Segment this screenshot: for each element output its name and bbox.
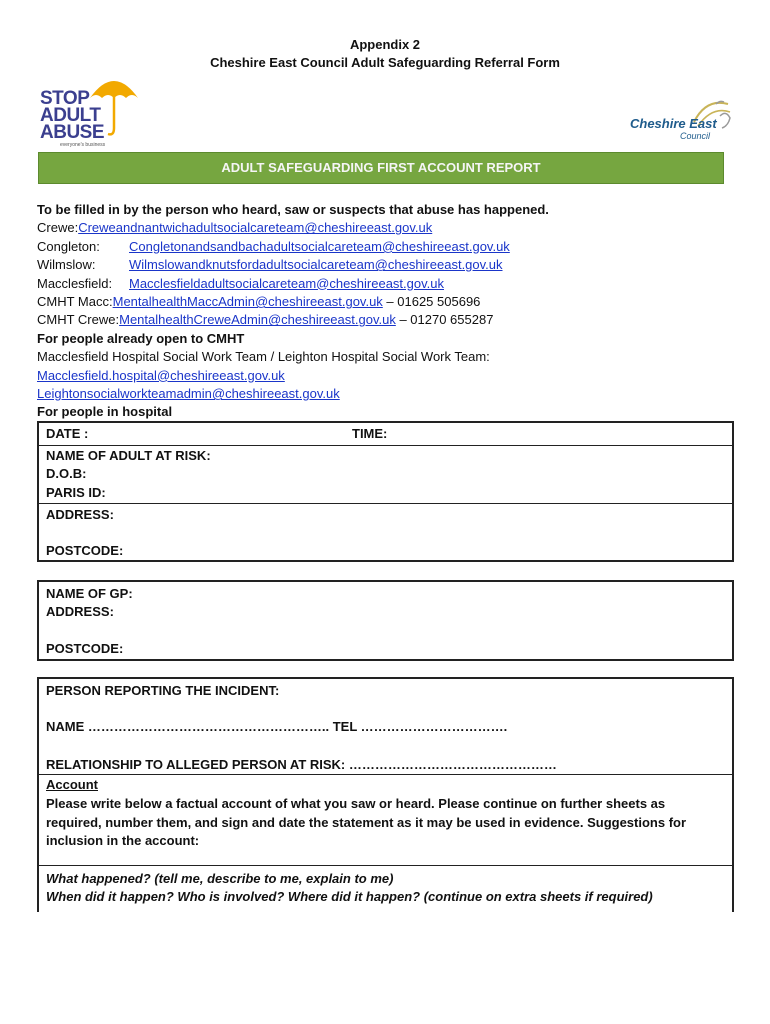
adult-details-box (37, 421, 734, 562)
logo-text (40, 90, 104, 141)
contact-cmht-macc (37, 293, 737, 311)
contact-phone: – 01625 505696 (382, 294, 481, 310)
date-label: DATE : (46, 426, 89, 441)
logo-line-adult: ADULT (40, 105, 101, 126)
contact-email-link[interactable]: Creweandnantwichadultsocialcareteam@cheshireeast.gov.uk (78, 220, 433, 236)
contact-phone: – 01270 655287 (395, 312, 494, 328)
contact-label: Macclesfield: (37, 275, 113, 291)
address-label: ADDRESS: (46, 507, 114, 522)
contact-macclesfield (37, 275, 737, 293)
contact-congleton (37, 238, 737, 256)
intro-heading: To be filled in by the person who heard, saw or suspects that abuse has happened. (37, 202, 549, 217)
relationship-field[interactable]: RELATIONSHIP TO ALLEGED PERSON AT RISK: ………………………………………… (46, 757, 557, 772)
dob-field[interactable] (39, 466, 732, 481)
divider (39, 865, 732, 866)
account-heading: Account (46, 777, 98, 792)
logo-council: Council (680, 131, 711, 141)
contact-email-link[interactable]: MentalhealthMaccAdmin@cheshireeast.gov.uk (112, 294, 383, 310)
cheshire-east-logo (628, 96, 736, 142)
gp-postcode-label: POSTCODE: (46, 641, 124, 656)
contact-label: CMHT Macc: (37, 294, 113, 310)
dob-label: D.O.B: (46, 466, 87, 481)
hospital-team: Macclesfield Hospital Social Work Team / Leighton Hospital Social Work Team: (37, 349, 490, 365)
divider (39, 503, 732, 504)
time-label: TIME: (352, 426, 388, 441)
divider (39, 445, 732, 446)
appendix-label: Appendix 2 (349, 37, 421, 52)
logo-tagline: everyone's business (60, 142, 106, 148)
account-prompt-1: What happened? (tell me, describe to me, explain to me) (46, 871, 394, 886)
postcode-field[interactable] (39, 543, 732, 558)
gp-details-box (37, 580, 734, 661)
account-instructions: Please write below a factual account of what you saw or heard. Please continue on further sheets as required, number them, and sign and date the statement as it may be used in evidence. Suggestions for inclusion in the account: (46, 796, 687, 848)
contact-crewe (37, 219, 737, 237)
contact-label: Congleton: (37, 238, 100, 254)
hospital-heading: For people in hospital (37, 404, 173, 420)
report-banner: ADULT SAFEGUARDING FIRST ACCOUNT REPORT (38, 152, 724, 184)
contact-email-link[interactable]: MentalhealthCreweAdmin@cheshireeast.gov.uk (119, 312, 396, 328)
gp-address-field[interactable] (39, 604, 732, 619)
gp-name-field[interactable] (39, 586, 732, 601)
contact-label: Crewe: (37, 220, 79, 236)
adult-name-label: NAME OF ADULT AT RISK: (46, 448, 211, 463)
contact-wilmslow (37, 256, 737, 274)
contact-email-link[interactable]: Congletonandsandbachadultsocialcareteam@cheshireeast.gov.uk (129, 238, 510, 254)
stop-adult-abuse-logo (38, 72, 148, 152)
logo-name: Cheshire East (630, 116, 717, 131)
contact-email-link[interactable]: Macclesfieldadultsocialcareteam@cheshireeast.gov.uk (129, 275, 444, 291)
time-field[interactable] (345, 426, 732, 441)
address-field[interactable] (39, 507, 732, 522)
logo-line-abuse: ABUSE (40, 122, 105, 143)
postcode-label: POSTCODE: (46, 543, 124, 558)
gp-address-label: ADDRESS: (46, 604, 114, 619)
form-title: Cheshire East Council Adult Safeguarding Referral Form (210, 55, 560, 70)
reporter-box (37, 677, 734, 912)
contact-label: Wilmslow: (37, 257, 96, 273)
paris-id-label: PARIS ID: (46, 485, 106, 500)
logo-line-stop: STOP (40, 88, 90, 109)
hospital-email-link[interactable]: Leightonsocialworkteamadmin@cheshireeast.gov.uk (37, 386, 340, 402)
contact-label: CMHT Crewe: (37, 312, 120, 328)
hospital-email-link[interactable]: Macclesfield.hospital@cheshireeast.gov.uk (37, 367, 285, 383)
contact-email-link[interactable]: Wilmslowandknutsfordadultsocialcareteam@cheshireeast.gov.uk (129, 257, 503, 273)
gp-name-label: NAME OF GP: (46, 586, 133, 601)
intro-section (37, 201, 737, 422)
gp-postcode-field[interactable] (39, 641, 732, 656)
reporter-name-tel-field[interactable]: NAME ……………………………………………….. TEL ……………………………. (46, 719, 508, 734)
account-prompt-2[interactable]: When did it happen? Who is involved? Where did it happen? (continue on extra sheets if required) (46, 889, 653, 904)
paris-id-field[interactable] (39, 485, 732, 500)
document-header (0, 36, 770, 72)
cmht-heading: For people already open to CMHT (37, 330, 245, 346)
adult-name-field[interactable] (39, 448, 732, 463)
contact-cmht-crewe (37, 311, 737, 329)
divider (39, 774, 732, 775)
reporter-heading: PERSON REPORTING THE INCIDENT: (46, 683, 280, 698)
